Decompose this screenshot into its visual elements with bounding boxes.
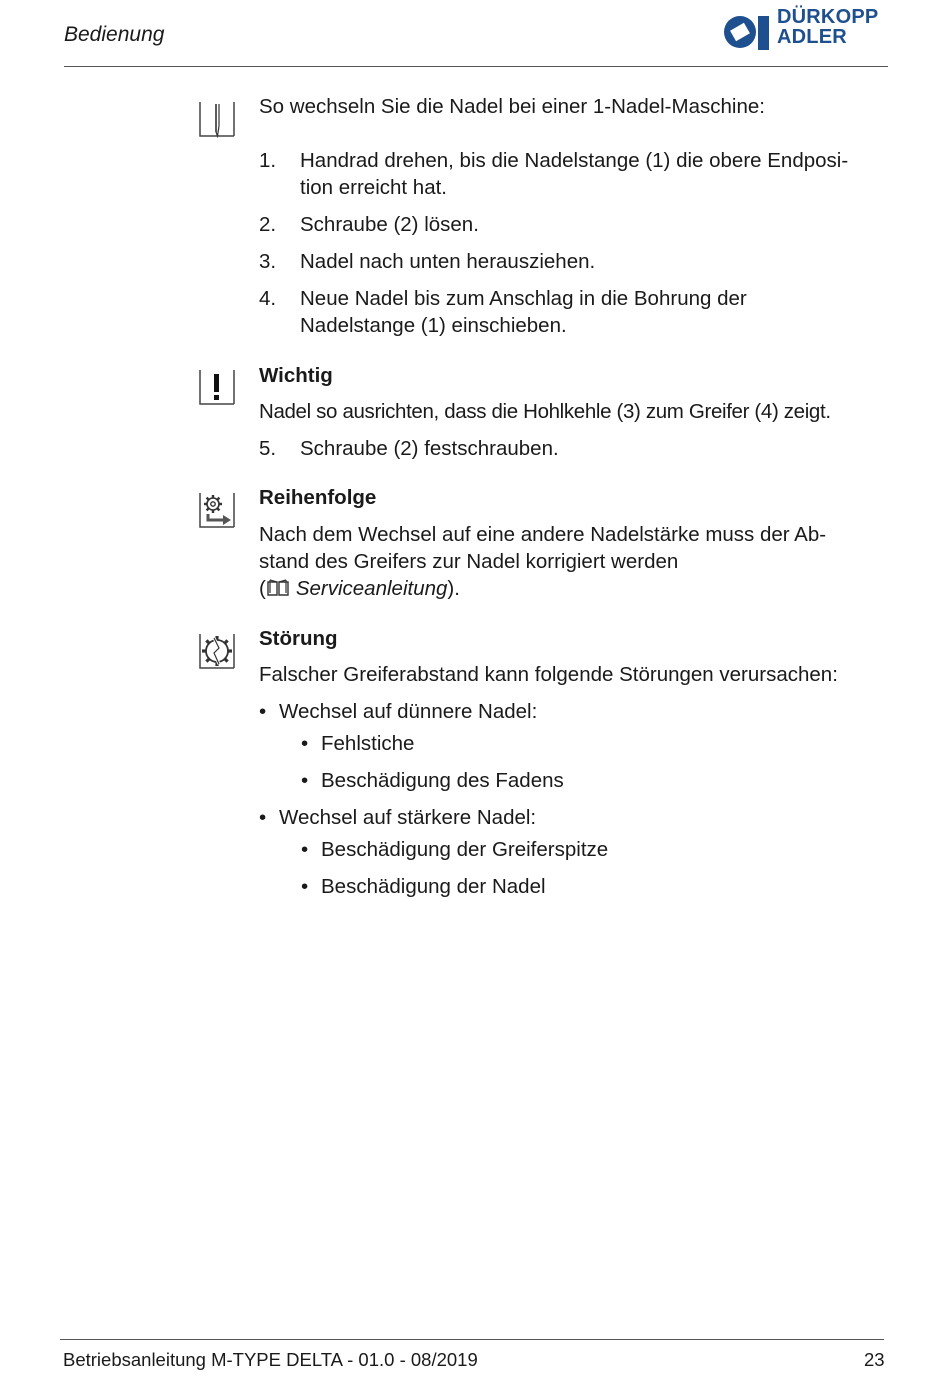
fault-heading: Störung xyxy=(259,627,338,650)
step-1-line-1: Handrad drehen, bis die Nadelstange (1) die obere Endposi- xyxy=(300,149,849,172)
step-3-text: Nadel nach unten herausziehen. xyxy=(300,250,596,273)
footer-divider xyxy=(60,1339,884,1340)
step-number: 2. xyxy=(259,213,277,236)
fault-group-2-label: Wechsel auf stärkere Nadel: xyxy=(279,806,537,829)
step-number: 5. xyxy=(259,437,277,460)
bullet: • xyxy=(259,700,267,723)
step-2-text: Schraube (2) lösen. xyxy=(300,213,479,236)
fault-item: Fehlstiche xyxy=(321,732,415,755)
logo-mark-icon xyxy=(722,8,776,52)
step-number: 3. xyxy=(259,250,277,273)
step-number: 1. xyxy=(259,149,277,172)
order-line-3 xyxy=(259,575,460,602)
order-line-2: stand des Greifers zur Nadel korrigiert werden xyxy=(259,550,679,573)
order-heading: Reihenfolge xyxy=(259,486,377,509)
order-line-1: Nach dem Wechsel auf eine andere Nadelstärke muss der Ab- xyxy=(259,523,827,546)
gear-arrow-icon xyxy=(198,491,236,529)
bullet: • xyxy=(301,732,309,755)
step-4-line-2: Nadelstange (1) einschieben. xyxy=(300,314,567,337)
page-number: 23 xyxy=(864,1349,885,1370)
footer-document-reference: Betriebsanleitung M-TYPE DELTA - 01.0 - 08/2019 xyxy=(63,1349,478,1370)
fault-item: Beschädigung der Greiferspitze xyxy=(321,838,609,861)
broken-gear-icon xyxy=(198,632,236,670)
needle-icon xyxy=(198,100,236,138)
important-text: Nadel so ausrichten, dass die Hohlkehle (3) zum Greifer (4) zeigt. xyxy=(259,400,831,423)
exclamation-icon xyxy=(198,368,236,406)
step-5-text: Schraube (2) festschrauben. xyxy=(300,437,559,460)
step-1-line-2: tion erreicht hat. xyxy=(300,176,447,199)
service-manual-reference[interactable]: Serviceanleitung xyxy=(295,577,448,600)
important-heading: Wichtig xyxy=(259,364,333,387)
paren-close: ). xyxy=(447,577,460,600)
step-4-line-1: Neue Nadel bis zum Anschlag in die Bohrung der xyxy=(300,287,747,310)
bullet: • xyxy=(301,838,309,861)
header-divider xyxy=(64,66,888,67)
fault-item: Beschädigung des Fadens xyxy=(321,769,564,792)
fault-item: Beschädigung der Nadel xyxy=(321,875,546,898)
section-title: Bedienung xyxy=(64,23,165,46)
step-number: 4. xyxy=(259,287,277,310)
needle-change-intro: So wechseln Sie die Nadel bei einer 1-Nadel-Maschine: xyxy=(259,95,765,118)
brand-wordmark xyxy=(777,7,878,47)
bullet: • xyxy=(259,806,267,829)
brand-line1: DÜRKOPP xyxy=(777,6,879,28)
paren-open: ( xyxy=(259,577,266,600)
fault-intro: Falscher Greiferabstand kann folgende Störungen verursachen: xyxy=(259,663,838,686)
bullet: • xyxy=(301,769,309,792)
brand-line2: ADLER xyxy=(777,26,847,48)
fault-group-1-label: Wechsel auf dünnere Nadel: xyxy=(279,700,538,723)
bullet: • xyxy=(301,875,309,898)
book-icon xyxy=(266,577,290,595)
